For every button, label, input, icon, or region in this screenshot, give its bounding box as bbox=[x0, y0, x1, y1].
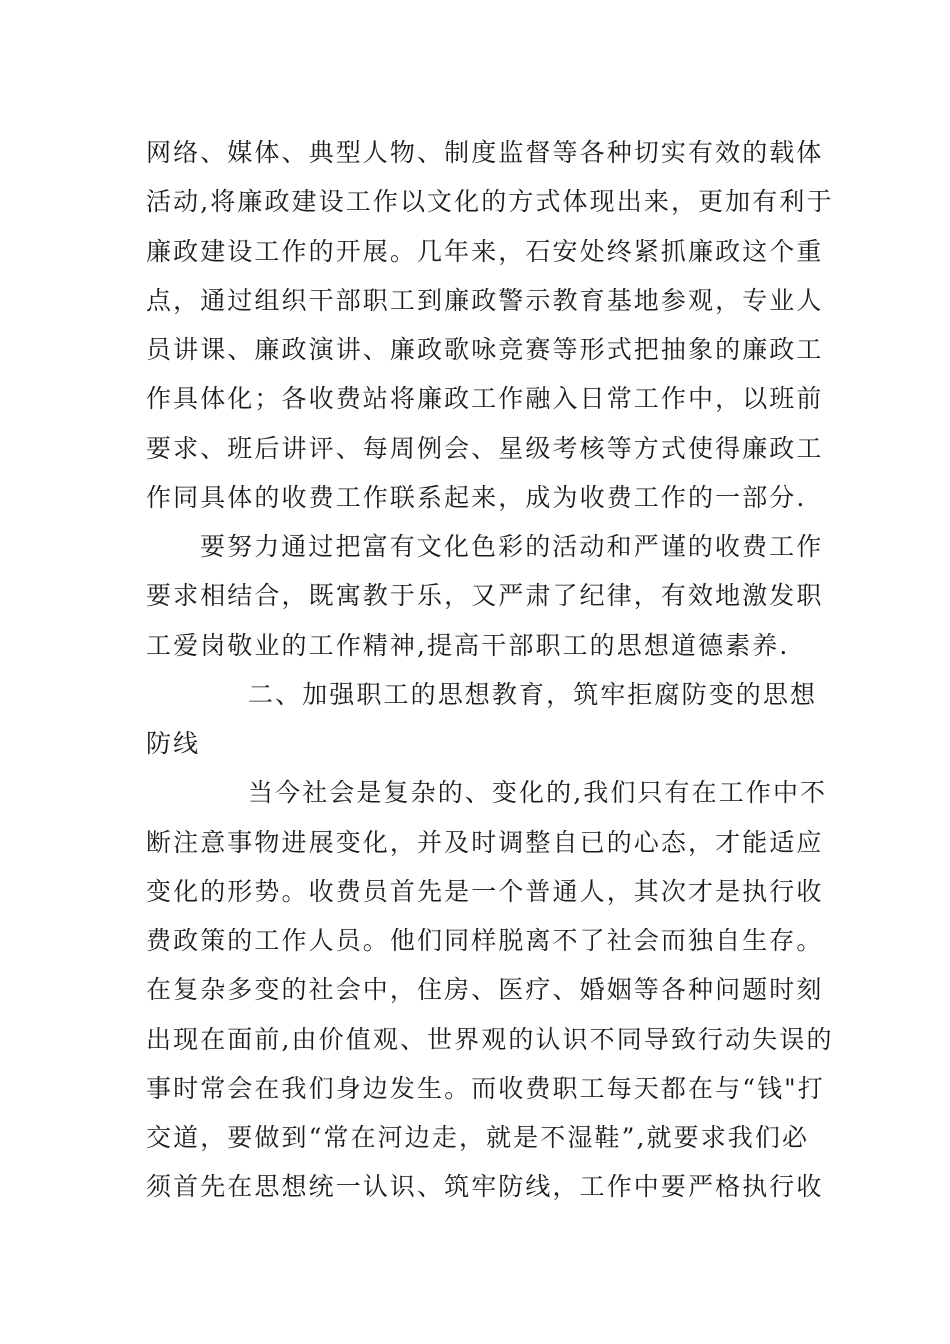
document-body bbox=[146, 128, 834, 1212]
section-heading-continuation: 防线 bbox=[146, 729, 201, 758]
text-line: 工爱岗敬业的工作精神,提高干部职工的思想道德素养. bbox=[146, 630, 790, 660]
section-heading: 二、加强职工的思想教育，筑牢拒腐防变的思想 bbox=[248, 679, 818, 709]
text-line: 出现在面前,由价值观、世界观的认识不同导致行动失误的 bbox=[146, 1024, 834, 1054]
text-line: 须首先在思想统一认识、筑牢防线，工作中要严格执行收 bbox=[146, 1172, 824, 1202]
text-line: 点，通过组织干部职工到廉政警示教育基地参观，专业人 bbox=[146, 285, 824, 315]
paragraph-first-line: 当今社会是复杂的、变化的,我们只有在工作中不 bbox=[248, 778, 828, 808]
text-line: 网络、媒体、典型人物、制度监督等各种切实有效的载体 bbox=[146, 138, 824, 167]
text-line: 要求、班后讲评、每周例会、星级考核等方式使得廉政工 bbox=[146, 433, 824, 463]
text-line: 要求相结合，既寓教于乐，又严肃了纪律，有效地激发职 bbox=[146, 581, 824, 611]
text-line: 作具体化；各收费站将廉政工作融入日常工作中，以班前 bbox=[146, 384, 824, 414]
text-line: 断注意事物进展变化，并及时调整自已的心态，才能适应 bbox=[146, 827, 824, 857]
text-line: 员讲课、廉政演讲、廉政歌咏竞赛等形式把抽象的廉政工 bbox=[146, 335, 824, 364]
text-line: 事时常会在我们身边发生。而收费职工每天都在与“钱"打 bbox=[146, 1073, 825, 1103]
text-line: 交道，要做到“常在河边走，就是不湿鞋”,就要求我们必 bbox=[146, 1123, 810, 1152]
text-line: 在复杂多变的社会中，住房、医疗、婚姻等各种问题时刻 bbox=[146, 975, 824, 1005]
text-line: 变化的形势。收费员首先是一个普通人，其次才是执行收 bbox=[146, 876, 824, 906]
paragraph-first-line: 要努力通过把富有文化色彩的活动和严谨的收费工作 bbox=[200, 532, 824, 561]
text-line: 廉政建设工作的开展。几年来，石安处终紧抓廉政这个重 bbox=[146, 236, 824, 266]
text-line: 费政策的工作人员。他们同样脱离不了社会而独自生存。 bbox=[146, 926, 824, 955]
text-line: 作同具体的收费工作联系起来，成为收费工作的一部分. bbox=[146, 482, 807, 512]
text-line: 活动,将廉政建设工作以文化的方式体现出来，更加有利于 bbox=[146, 187, 834, 217]
